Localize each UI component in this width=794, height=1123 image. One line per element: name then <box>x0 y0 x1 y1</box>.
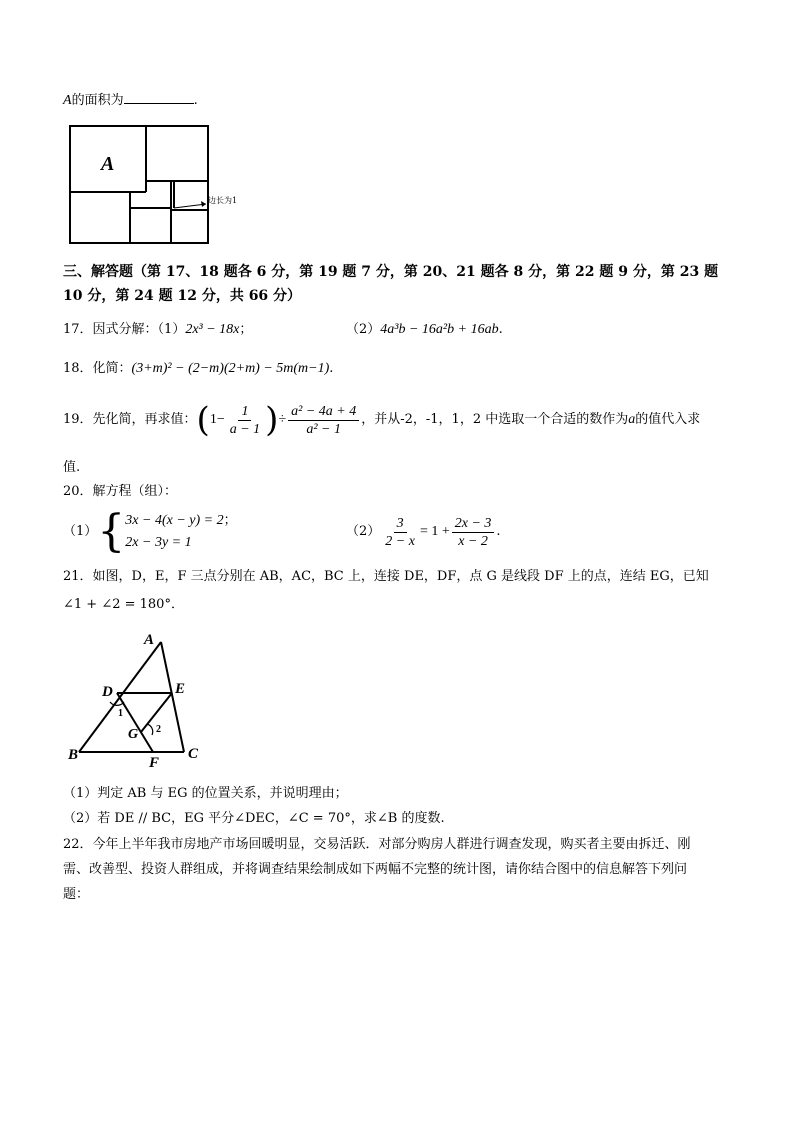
q19-paren-close: ) <box>265 400 279 440</box>
angle-2-label: 2 <box>156 724 161 735</box>
q18-end: . <box>329 361 334 376</box>
q18 <box>63 360 333 378</box>
q16-answer-line <box>63 91 198 110</box>
q17-label: 17．因式分解：（1） <box>63 322 186 337</box>
q17-label2: （2） <box>346 322 381 337</box>
q19-frac2 <box>288 403 359 438</box>
q18-expr: (3+m)² − (2−m)(2+m) − 5m(m−1) <box>131 361 330 376</box>
side-ac <box>161 642 184 752</box>
point-c: C <box>188 746 199 762</box>
q18-label: 18．化简： <box>63 361 132 376</box>
q19-div: ÷ <box>278 412 287 427</box>
q16-end: . <box>193 93 198 108</box>
q20-p2-label: （2） <box>346 524 381 539</box>
q16-var-a: A <box>63 93 72 108</box>
q20-system <box>125 510 236 554</box>
q20-eq1: 3x − 4(x − y) = 2 <box>125 513 224 528</box>
q20-label: 20．解方程（组）： <box>63 484 178 499</box>
q20-frac-right-den: x − 2 <box>458 533 488 549</box>
q22-line1: 22．今年上半年我市房地产市场回暖明显，交易活跃．对部分购房人群进行调查发现，购买者主要由拆迁、刚 <box>63 837 691 852</box>
point-d: D <box>102 684 113 700</box>
section3-heading-line1: 三、解答题（第 17、18 题各 6 分，第 19 题 7 分，第 20、21 题各 8 分，第 22 题 9 分，第 23 题 <box>63 264 719 280</box>
point-b: B <box>68 747 79 763</box>
q16-answer-blank[interactable] <box>124 91 194 104</box>
q20-frac-right-num: 2x − 3 <box>452 515 495 533</box>
section3-heading-line2: 10 分，第 24 题 12 分，共 66 分） <box>63 288 302 304</box>
q20-frac-right <box>452 515 495 550</box>
q17-sep: ； <box>239 322 253 337</box>
q19 <box>63 398 700 442</box>
q20-p1-label: （1） <box>63 524 98 539</box>
q19-frac1-den: a − 1 <box>229 421 261 437</box>
q20-frac-left-den: 2 − x <box>385 533 415 549</box>
point-f: F <box>149 755 160 770</box>
q19-paren-open: ( <box>196 400 210 440</box>
q19-rest: ，并从-2，-1，1，2 中选取一个合适的数作为 <box>361 412 629 427</box>
point-a: A <box>144 632 155 648</box>
q17-expr2: 4a³b − 16a²b + 16ab <box>380 322 499 337</box>
pointer-line <box>174 204 206 208</box>
pointer-arrow <box>201 201 206 207</box>
label-a: A <box>101 153 115 175</box>
q20-eq1-end: ； <box>223 513 237 528</box>
q21-triangle-figure <box>66 628 216 770</box>
angle-1-label: 1 <box>118 708 123 719</box>
q21-line1: 21．如图，D，E，F 三点分别在 AB，AC，BC 上，连接 DE，DF，点 G 是线段 DF 上的点，连结 EG，已知 <box>63 569 709 584</box>
q16-square-figure <box>68 124 268 248</box>
q20-end: . <box>496 524 501 539</box>
q19-frac2-num: a² − 4a + 4 <box>288 403 359 421</box>
q19-line2: 值. <box>63 460 81 475</box>
q17-end: . <box>498 322 503 337</box>
q20-brace: { <box>97 506 126 557</box>
q20-mid: = 1 + <box>419 524 450 539</box>
q17-part2 <box>346 321 503 339</box>
q17 <box>63 321 252 339</box>
q16-text: 的面积为 <box>71 93 124 108</box>
q17-expr1: 2x³ − 18x <box>185 322 240 337</box>
q20-frac-left <box>382 515 418 550</box>
angle2-arc <box>147 724 153 735</box>
q22-line2: 需、改善型、投资人群组成，并将调查结果绘制成如下两幅不完整的统计图，请你结合图中的信息解答下列问 <box>63 862 688 877</box>
outer-rectangle <box>70 126 208 243</box>
point-g: G <box>128 727 139 742</box>
q21-sub2: （2）若 DE // BC，EG 平分∠DEC，∠C = 70°，求∠B 的度数. <box>63 811 445 826</box>
q19-frac2-den: a² − 1 <box>306 421 341 437</box>
q19-var: a <box>628 412 636 427</box>
q19-rest2: 的值代入求 <box>635 412 701 427</box>
q19-frac1 <box>227 403 263 438</box>
q20-eq2: 2x − 3y = 1 <box>125 535 192 550</box>
q20-part2 <box>346 511 501 553</box>
q21-line2: ∠1 + ∠2 = 180°． <box>63 597 184 612</box>
q22-line3: 题： <box>63 887 90 902</box>
q16-side-note: 边长为1 <box>208 196 238 205</box>
point-e: E <box>175 681 186 697</box>
q19-one-minus: 1− <box>209 412 225 427</box>
q19-frac1-num: 1 <box>238 403 251 421</box>
q21-sub1: （1）判定 AB 与 EG 的位置关系，并说明理由； <box>63 786 348 801</box>
q20-part1 <box>63 506 237 557</box>
q19-label: 19．先化简，再求值： <box>63 412 197 427</box>
q20-frac-left-num: 3 <box>394 515 407 533</box>
